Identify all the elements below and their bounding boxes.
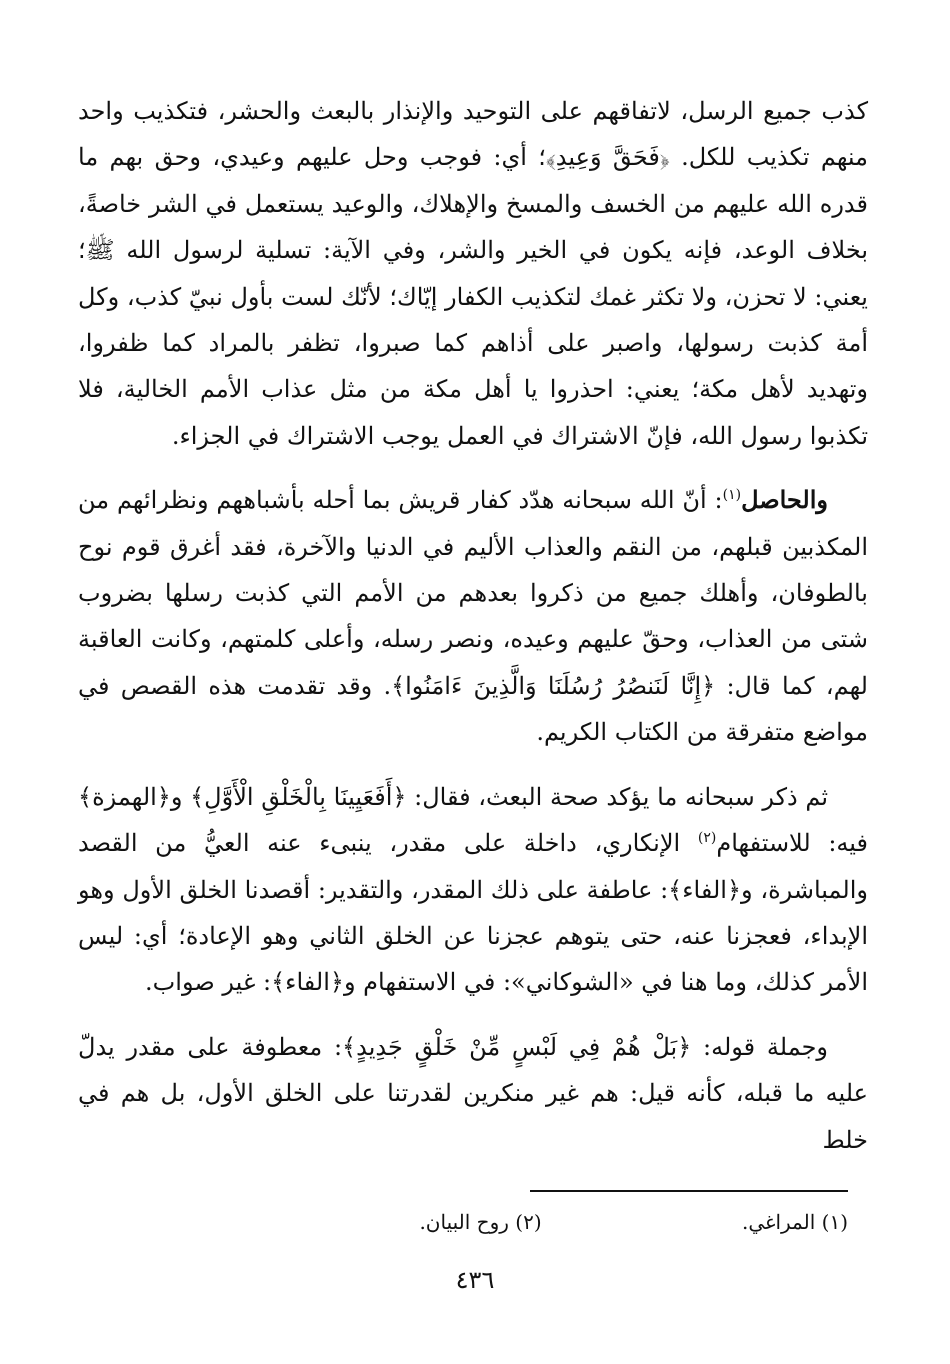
paragraph-2 bbox=[78, 477, 868, 755]
page-number: ٤٣٦ bbox=[455, 1266, 495, 1294]
paragraph-1 bbox=[78, 88, 868, 459]
paragraph-2-lead: والحاصل bbox=[741, 485, 828, 515]
paragraph-3-text-a: ثم ذكر سبحانه ما يؤكد صحة البعث، فقال: ﴿أَفَعَيِينَا بِالْخَلْقِ الْأَوَّلِ﴾ و﴿الهمزة﴾ فيه: للاستفهام bbox=[78, 782, 869, 858]
footnote-divider bbox=[530, 1190, 848, 1192]
body-text bbox=[78, 88, 868, 1181]
paragraph-4-text: وجملة قوله: ﴿بَلْ هُمْ فِي لَبْسٍ مِّنْ خَلْقٍ جَدِيدٍ﴾: معطوفة على مقدر يدلّ عليه ما قبله، كأنه قيل: هم غير منكرين لقدرتنا على الخلق الأول، بل هم في خلط bbox=[78, 1032, 868, 1154]
paragraph-1-text: كذب جميع الرسل، لاتفاقهم على التوحيد والإنذار بالبعث والحشر، فتكذيب واحد منهم تكذيب للكل. ﴿فَحَقَّ وَعِيدِ﴾؛ أي: فوجب وحل عليهم وعيدي، وحق بهم ما قدره الله عليهم من الخسف والمسخ والإهلاك، والوعيد يستعمل في الشر خاصةً، بخلاف الوعد، فإنه يكون في الخير والشر، وفي الآية: تسلية لرسول الله ﷺ؛ يعني: لا تحزن، ولا تكثر غمك لتكذيب الكفار إيّاك؛ لأنّك لست بأول نبيّ كذب، وكل أمة كذبت رسولها، واصبر على أذاهم كما صبروا، تظفر بالمراد كما ظفروا، وتهديد لأهل مكة؛ يعني: احذروا يا أهل مكة من مثل عذاب الأمم الخالية، فلا تكذبوا رسول الله، فإنّ الاشتراك في العمل يوجب الاشتراك في الجزاء. bbox=[78, 97, 868, 450]
paragraph-2-text: : أنّ الله سبحانه هدّد كفار قريش بما أحله بأشباههم ونظرائهم من المكذبين قبلهم، من النقم والعذاب الأليم في الدنيا والآخرة، فقد أغرق قوم نوح بالطوفان، وأهلك جميع من ذكروا بعدهم من الأمم التي كذبت رسلها بضروب شتى من العذاب، وحقّ عليهم وعيده، ونصر رسله، وأعلى كلمتهم، وكانت العاقبة لهم، كما قال: ﴿إِنَّا لَنَنصُرُ رُسُلَنَا وَالَّذِينَ ءَامَنُوا﴾. وقد تقدمت هذه القصص في مواضع متفرقة من الكتاب الكريم. bbox=[78, 486, 868, 747]
footnote-ref-2: (٢) bbox=[697, 830, 717, 847]
paragraph-4 bbox=[78, 1024, 868, 1163]
paragraph-3 bbox=[78, 774, 868, 1006]
footnotes bbox=[280, 1208, 848, 1236]
footnote-1 bbox=[548, 1208, 848, 1236]
footnote-ref-1: (١) bbox=[722, 487, 742, 504]
footnote-1-number: (١) bbox=[821, 1210, 848, 1234]
footnote-2-text: روح البيان. bbox=[419, 1210, 509, 1234]
footnote-2-number: (٢) bbox=[515, 1210, 542, 1234]
footnote-1-text: المراغي. bbox=[741, 1210, 816, 1234]
footnote-2 bbox=[419, 1208, 541, 1236]
paragraph-3-text-b: الإنكاري، داخلة على مقدر، ينبىء عنه العيُّ من القصد والمباشرة، و﴿الفاء﴾: عاطفة على ذلك المقدر، والتقدير: أقصدنا الخلق الأول وهو الإبداء، فعجزنا عنه، حتى يتوهم عجزنا عن الخلق الثاني وهو الإعادة؛ أي: ليس الأمر كذلك، وما هنا في «الشوكاني»: في الاستفهام و﴿الفاء﴾: غير صواب. bbox=[78, 829, 868, 997]
